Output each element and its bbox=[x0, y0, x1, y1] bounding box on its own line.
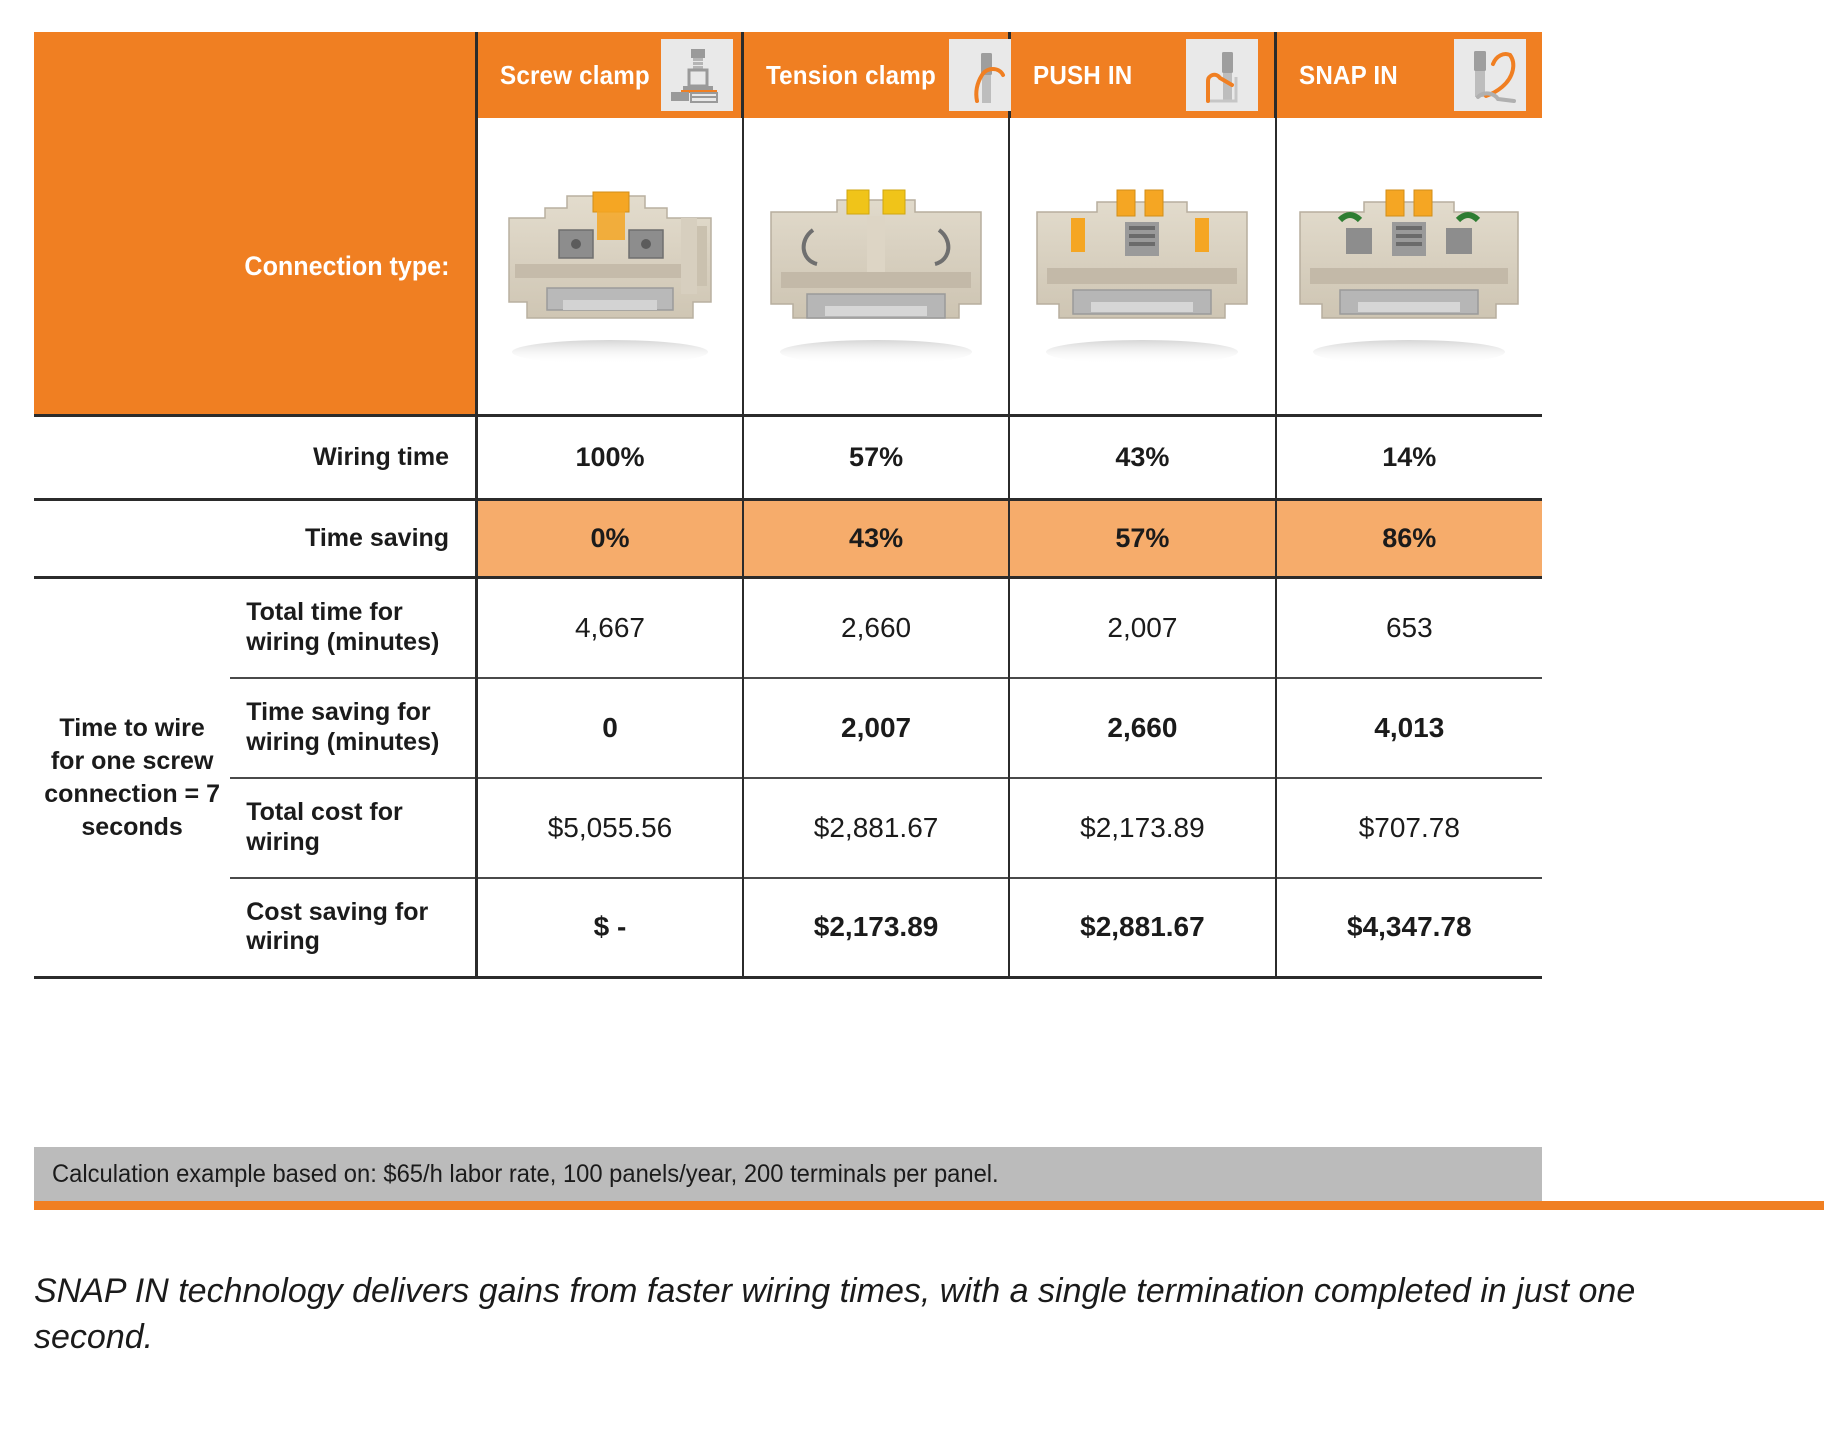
table-row-wiring-time bbox=[34, 416, 1542, 500]
product-image-cell bbox=[477, 118, 743, 416]
cell-value: 86% bbox=[1276, 500, 1542, 578]
column-header-push-in bbox=[1009, 32, 1275, 118]
cell-value: $707.78 bbox=[1276, 778, 1542, 878]
connection-type-label-cell bbox=[34, 118, 477, 416]
screw-clamp-icon bbox=[661, 39, 733, 111]
screw-clamp-terminal-photo bbox=[485, 156, 735, 371]
cell-value: 43% bbox=[743, 500, 1009, 578]
cell-value: 100% bbox=[477, 416, 743, 500]
cell-value: $2,173.89 bbox=[743, 878, 1009, 978]
table-row-total-time bbox=[34, 578, 1542, 678]
table-row-time-saving-minutes bbox=[34, 678, 1542, 778]
table-row-time-saving bbox=[34, 500, 1542, 578]
orange-divider-bar bbox=[34, 1201, 1824, 1210]
tension-clamp-terminal-photo bbox=[751, 156, 1001, 371]
group-label: Time to wire for one screw connection = 7 seconds bbox=[44, 713, 220, 841]
table-header-row bbox=[34, 32, 1542, 118]
column-header-screw-clamp bbox=[477, 32, 743, 118]
column-header-label: PUSH IN bbox=[1032, 59, 1133, 90]
footnote-text: Calculation example based on: $65/h labor rate, 100 panels/year, 200 terminals per panel. bbox=[52, 1159, 999, 1188]
column-header-tension-clamp bbox=[743, 32, 1009, 118]
product-image-cell bbox=[743, 118, 1009, 416]
cell-value: 2,007 bbox=[1009, 578, 1275, 678]
header-spacer bbox=[34, 32, 477, 118]
comparison-table bbox=[34, 32, 1542, 979]
push-in-terminal-photo bbox=[1017, 156, 1267, 371]
cell-value: $2,881.67 bbox=[743, 778, 1009, 878]
cell-value: $2,881.67 bbox=[1009, 878, 1275, 978]
figure-caption: SNAP IN technology delivers gains from faster wiring times, with a single termination completed in just one second. bbox=[34, 1272, 1636, 1357]
connection-type-label: Connection type: bbox=[243, 250, 450, 281]
cell-value: 0% bbox=[477, 500, 743, 578]
product-image-cell bbox=[1276, 118, 1542, 416]
row-label: Total time for wiring (minutes) bbox=[246, 598, 440, 656]
cell-value: 4,667 bbox=[477, 578, 743, 678]
row-label: Time saving for wiring (minutes) bbox=[246, 698, 440, 756]
cell-value: 653 bbox=[1276, 578, 1542, 678]
cell-value: 57% bbox=[743, 416, 1009, 500]
row-label: Wiring time bbox=[313, 442, 450, 471]
column-header-label: SNAP IN bbox=[1299, 59, 1399, 90]
footnote-band bbox=[34, 1147, 1542, 1201]
cell-value: 2,007 bbox=[743, 678, 1009, 778]
cell-value: $4,347.78 bbox=[1276, 878, 1542, 978]
connection-type-row bbox=[34, 118, 1542, 416]
push-in-icon bbox=[1186, 39, 1258, 111]
cell-value: $2,173.89 bbox=[1009, 778, 1275, 878]
row-label: Total cost for wiring bbox=[246, 798, 403, 856]
cell-value: 0 bbox=[477, 678, 743, 778]
cell-value: 2,660 bbox=[743, 578, 1009, 678]
cell-value: 14% bbox=[1276, 416, 1542, 500]
snap-in-terminal-photo bbox=[1284, 156, 1534, 371]
table-row-cost-saving bbox=[34, 878, 1542, 978]
column-header-label: Screw clamp bbox=[500, 59, 650, 90]
product-image-cell bbox=[1009, 118, 1275, 416]
column-header-snap-in bbox=[1276, 32, 1542, 118]
row-label: Cost saving for wiring bbox=[246, 897, 429, 956]
column-header-label: Tension clamp bbox=[766, 59, 937, 90]
comparison-table-wrapper bbox=[34, 32, 1542, 979]
row-label: Time saving bbox=[305, 523, 450, 552]
cell-value: $ - bbox=[477, 878, 743, 978]
snap-in-icon bbox=[1454, 39, 1526, 111]
cell-value: 4,013 bbox=[1276, 678, 1542, 778]
cell-value: $5,055.56 bbox=[477, 778, 743, 878]
table-row-total-cost bbox=[34, 778, 1542, 878]
cell-value: 43% bbox=[1009, 416, 1275, 500]
cell-value: 2,660 bbox=[1009, 678, 1275, 778]
cell-value: 57% bbox=[1009, 500, 1275, 578]
